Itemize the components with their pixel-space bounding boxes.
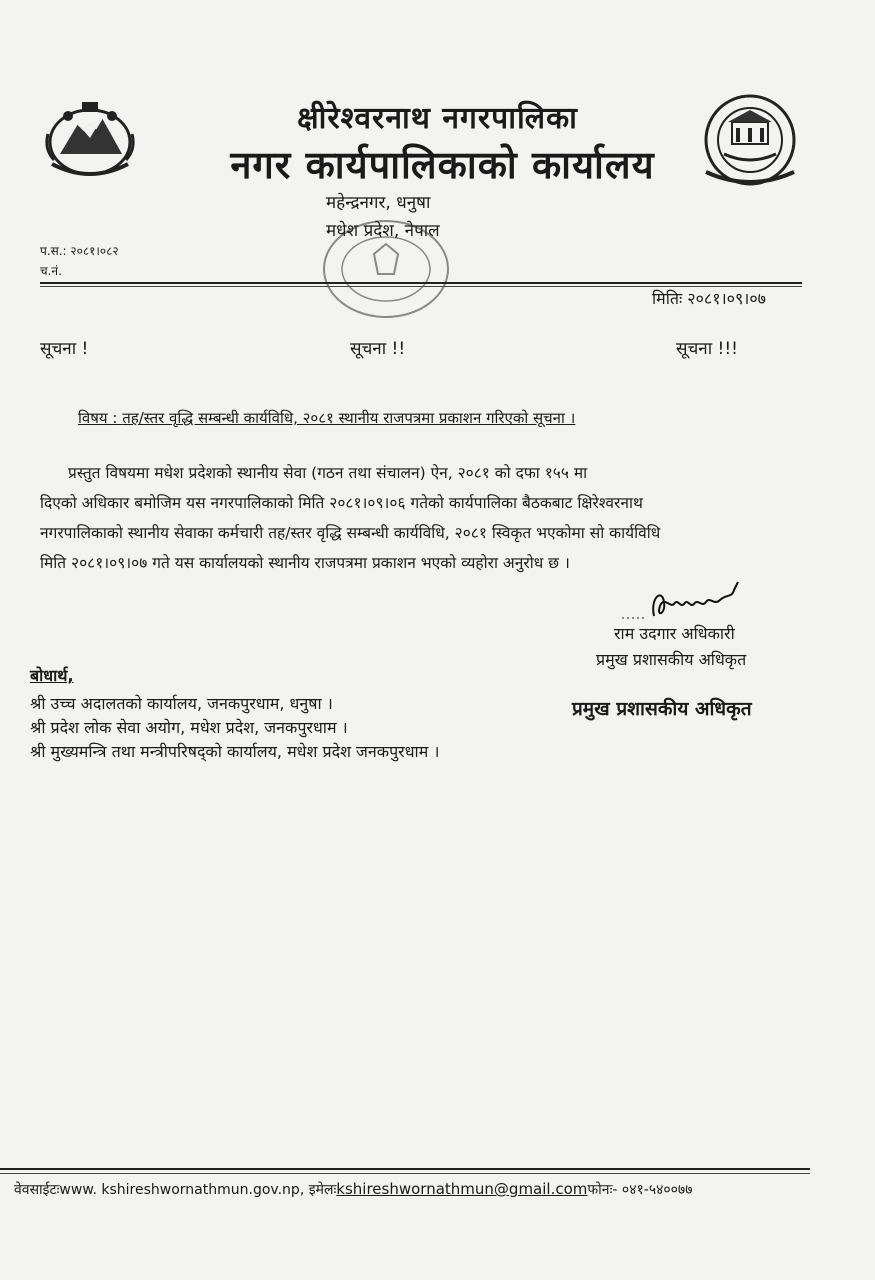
footer-divider	[0, 1168, 810, 1170]
signatory-title: प्रमुख प्रशासकीय अधिकृत	[596, 650, 747, 669]
body-line-2: दिएको अधिकार बमोजिम यस नगरपालिकाको मिति २०८१।०९।०६ गतेको कार्यपालिका बैठकबाट क्षिरेश्वरनाथ	[40, 494, 643, 512]
signatory-name: राम उदगार अधिकारी	[614, 624, 735, 643]
municipality-name: क्षीरेश्वरनाथ नगरपालिका	[297, 101, 578, 136]
header-divider	[40, 282, 802, 284]
dispatch-number: च.नं.	[40, 264, 62, 278]
phone-label: फोनः-	[587, 1182, 618, 1198]
notice-heading-1: सूचना !	[40, 339, 89, 359]
body-line-4: मिति २०८१।०९।०७ गते यस कार्यालयको स्थानीय राजपत्रमा प्रकाशन भएको व्यहोरा अनुरोध छ ।	[40, 554, 570, 572]
notice-heading-3: सूचना !!!	[676, 339, 738, 359]
subject-label: विषय :	[78, 409, 118, 427]
address-line-1: महेन्द्रनगर, धनुषा	[326, 193, 431, 213]
notice-heading-2: सूचना !!	[350, 339, 406, 359]
reference-number: प.स.: २०८१।०८२	[40, 244, 119, 258]
signature-icon	[614, 578, 754, 628]
phone-number: ०४१-५४००७७	[621, 1182, 693, 1198]
website-link[interactable]: www. kshireshwornathmun.gov.np,	[59, 1182, 305, 1198]
footer-divider-thin	[0, 1173, 810, 1174]
email-label: इमेलः	[308, 1182, 337, 1198]
body-line-1: प्रस्तुत विषयमा मधेश प्रदेशको स्थानीय सेवा (गठन तथा संचालन) ऐन, २०८१ को दफा १५५ मा	[68, 464, 588, 482]
letter-date: मितिः २०८१।०९।०७	[652, 289, 766, 308]
signatory-stamp: प्रमुख प्रशासकीय अधिकृत	[572, 698, 752, 720]
subject-line	[78, 408, 575, 428]
cc-item: श्री उच्च अदालतको कार्यालय, जनकपुरधाम, धनुषा ।	[30, 694, 333, 713]
cc-item: श्री प्रदेश लोक सेवा अयोग, मधेश प्रदेश, जनकपुरधाम ।	[30, 718, 348, 737]
office-name: नगर कार्यपालिकाको कार्यालय	[230, 143, 655, 187]
body-line-3: नगरपालिकाको स्थानीय सेवाका कर्मचारी तह/स्तर वृद्धि सम्बन्धी कार्यविधि, २०८१ स्विकृत भएकोमा सो कार्यविधि	[40, 524, 661, 542]
footer-contact	[14, 1180, 693, 1199]
email-link[interactable]: kshireshwornathmun@gmail.com	[336, 1180, 588, 1198]
subject-text: तह/स्तर वृद्धि सम्बन्धी कार्यविधि, २०८१ स्थानीय राजपत्रमा प्रकाशन गरिएको सूचना ।	[122, 409, 576, 427]
letter-body	[40, 458, 822, 578]
cc-heading: बोधार्थ,	[30, 666, 74, 685]
cc-item: श्री मुख्यमन्त्रि तथा मन्त्रीपरिषद्‌को कार्यालय, मधेश प्रदेश जनकपुरधाम ।	[30, 742, 440, 761]
office-stamp-icon	[316, 214, 456, 324]
website-label: वेवसाईटः	[14, 1182, 60, 1198]
address-line-2: मधेश प्रदेश, नेपाल	[326, 221, 440, 241]
